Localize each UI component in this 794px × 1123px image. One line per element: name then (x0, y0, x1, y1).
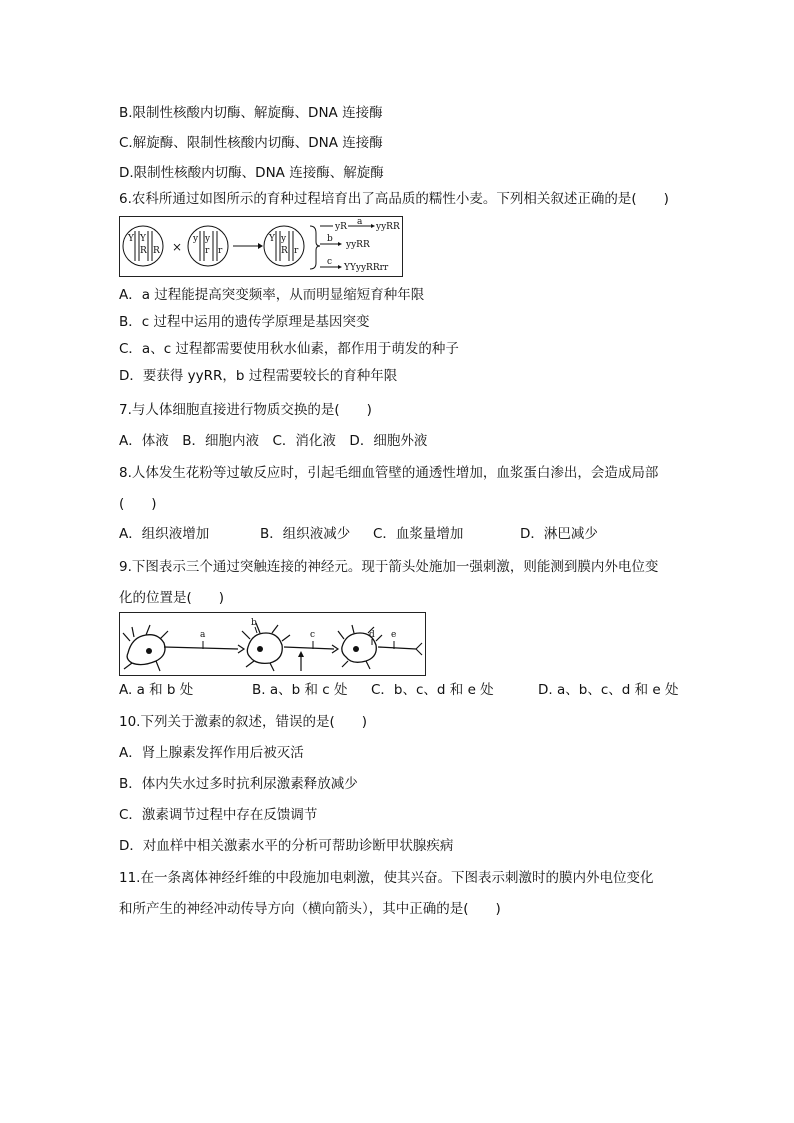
svg-text:yyRR: yyRR (346, 240, 370, 250)
svg-text:b: b (327, 234, 333, 244)
q10-option-b: B．体内失水过多时抗利尿激素释放减少 (119, 776, 358, 792)
q6-option-d: D．要获得 yyRR，b 过程需要较长的育种年限 (119, 368, 398, 384)
svg-text:a: a (200, 630, 206, 640)
q11-stem-line1: 11.在一条离体神经纤维的中段施加电刺激，使其兴奋。下图表示刺激时的膜内外电位变化 (119, 870, 654, 886)
svg-text:y: y (205, 234, 211, 244)
svg-text:yyRR: yyRR (376, 222, 400, 232)
q9-option-a: A. a 和 b 处 (119, 682, 194, 698)
q5-option-d: D.限制性核酸内切酶、DNA 连接酶、解旋酶 (119, 165, 384, 181)
q8-option-c: C．血浆量增加 (373, 526, 464, 542)
svg-text:r: r (294, 246, 299, 256)
q6-stem: 6.农科所通过如图所示的育种过程培育出了高品质的糯性小麦。下列相关叙述正确的是( ) (119, 191, 669, 207)
svg-text:R: R (140, 246, 147, 256)
cross-symbol: × (172, 240, 183, 254)
svg-text:d: d (369, 630, 375, 640)
q9-option-c: C．b、c、d 和 e 处 (371, 682, 494, 698)
svg-text:R: R (153, 246, 160, 256)
svg-text:r: r (218, 246, 223, 256)
q9-stem-line2: 化的位置是( ) (119, 590, 225, 606)
svg-text:Y: Y (140, 234, 146, 244)
svg-text:Y: Y (269, 234, 275, 244)
q5-option-c: C.解旋酶、限制性核酸内切酶、DNA 连接酶 (119, 135, 383, 151)
svg-text:R: R (281, 246, 288, 256)
q8-option-d: D．淋巴减少 (520, 526, 598, 542)
svg-text:a: a (357, 217, 363, 227)
q8-stem-line2: ( ) (119, 496, 157, 512)
q6-option-a: A．a 过程能提高突变频率，从而明显缩短育种年限 (119, 287, 425, 303)
q8-option-b: B．组织液减少 (260, 526, 351, 542)
q9-neuron-diagram (119, 612, 426, 676)
q10-option-d: D．对血样中相关激素水平的分析可帮助诊断甲状腺疾病 (119, 838, 454, 854)
q8-option-a: A．组织液增加 (119, 526, 210, 542)
q10-option-a: A．肾上腺素发挥作用后被灭活 (119, 745, 304, 761)
svg-text:yR: yR (335, 222, 347, 232)
svg-text:c: c (327, 257, 333, 267)
svg-text:r: r (205, 246, 210, 256)
q6-option-c: C．a、c 过程都需要使用秋水仙素，都作用于萌发的种子 (119, 341, 459, 357)
q9-option-b: B. a、b 和 c 处 (252, 682, 348, 698)
q9-option-d: D. a、b、c、d 和 e 处 (538, 682, 679, 698)
q11-stem-line2: 和所产生的神经冲动传导方向（横向箭头），其中正确的是( ) (119, 901, 501, 917)
q6-breeding-diagram (119, 216, 403, 277)
svg-text:Y: Y (128, 234, 134, 244)
q7-options: A．体液 B．细胞内液 C．消化液 D．细胞外液 (119, 433, 428, 449)
q8-stem-line1: 8.人体发生花粉等过敏反应时，引起毛细血管壁的通透性增加，血浆蛋白渗出，会造成局部 (119, 465, 659, 481)
svg-text:y: y (281, 234, 287, 244)
svg-text:e: e (391, 630, 397, 640)
q6-option-b: B．c 过程中运用的遗传学原理是基因突变 (119, 314, 370, 330)
svg-text:YYyyRRrr: YYyyRRrr (344, 263, 389, 273)
svg-text:b: b (251, 618, 257, 628)
q5-option-b: B.限制性核酸内切酶、解旋酶、DNA 连接酶 (119, 105, 383, 121)
q10-option-c: C．激素调节过程中存在反馈调节 (119, 807, 318, 823)
svg-text:y: y (193, 234, 199, 244)
q9-stem-line1: 9.下图表示三个通过突触连接的神经元。现于箭头处施加一强刺激，则能测到膜内外电位变 (119, 559, 659, 575)
svg-text:c: c (310, 630, 316, 640)
q7-stem: 7.与人体细胞直接进行物质交换的是( ) (119, 402, 372, 418)
q10-stem: 10.下列关于激素的叙述，错误的是( ) (119, 714, 368, 730)
